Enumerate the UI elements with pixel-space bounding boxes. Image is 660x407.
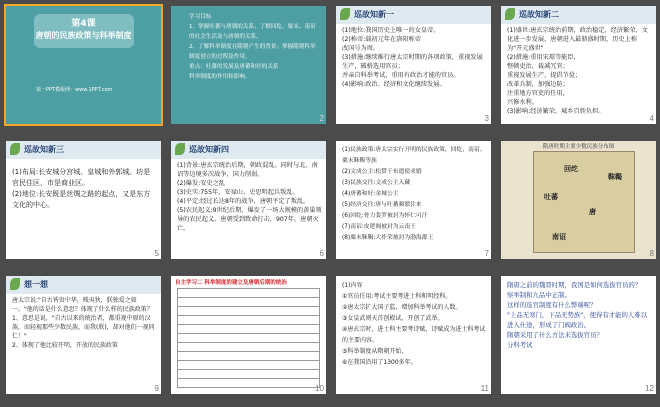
slide-header [6,141,161,159]
slide-4[interactable] [501,6,656,124]
slide-number: 8 [649,249,654,258]
slide-number: 2 [319,114,324,123]
header-label: 巡故知新三 [24,145,64,154]
header-label: 巡故知新一 [354,10,394,19]
slide-11-text: (1)内容 ①官员任用:考试主要考进士科和明经科。 ②唐太宗扩大国子监，增加科举考试的人数。 ③女皇武则天首创殿试，开创了武举。 ④唐玄宗时，进士科主要考诗赋，诗赋成为进士科考试的主要内容。 ⑤科举制度从隋朝开始， ⑥在我国沿用了1300多年。 [342,282,486,366]
leaf-icon [175,143,185,155]
slide-8[interactable] [501,141,656,259]
leaf-icon [505,8,515,20]
slide-number: 9 [154,384,159,393]
slide-5-text: (1)布局:长安城分宫城、皇城和外郭城。坊是官民住区，市是商业区。 (2)地位:长安既是丝绸之路的起点，又是东方文化的中心。 [12,168,151,209]
slide-6-text: (1)背景:唐玄宗统治后期，朝政混乱。同时与北、南诏等边境多次战争，国力削弱。 (2)爆发:安史之乱 (3)史实:755年，安禄山、史思明起兵叛乱。 (4)平定:经过长达8年的战争，唐朝平定了叛乱。 (5)农民起义:9世纪后期，爆发了一场大规模的黄巢领导的农民起义。唐朝受到致命打击，907年，唐朝灭亡。 [177,162,322,232]
slide-9[interactable] [6,276,161,394]
leaf-icon [10,143,20,155]
region-nanzhao: 南诏 [552,233,566,241]
ethnic-map [533,151,635,253]
slide-header [6,276,161,294]
slide-number: 5 [154,249,159,258]
slide-2[interactable] [171,6,326,124]
header-label: 想一想 [24,280,48,289]
slide-number: 4 [649,114,654,123]
slide-10[interactable] [171,276,326,394]
slide-number: 6 [319,249,324,258]
header-label: 巡故知新四 [189,145,229,154]
slide-1[interactable] [6,6,161,124]
slide-header [336,6,491,24]
slide-header [171,141,326,159]
slide-7[interactable] [336,141,491,259]
slide-footer: 第一PPT模板网：www.1PPT.com [36,87,113,93]
slide-3-text: (1)地位:我国历史上唯一的女皇帝。 (2)称帝:载初元年在洛阳称帝 改国号为周。 (3)措施:继续推行唐太宗时期的各项政策，重视发展生产，破格选用官员； 并亲自科举考试，重用有政治才能的官员。 (4)影响:政治、经济和文化继续发展。 [342,27,483,88]
slide-7-text: (1)民族政策:唐太宗实行开明的民族政策，回纥、南诏、粟末靺鞨等族 (2)文成公主:松赞干布遣使求婚 (3)民族交往:文成公主入藏 (4)唐蕃和好:金城公主 (5)经济交往:唐与吐蕃频繁往来 (6)回纥:骨力裴罗被封为怀仁可汗 (7)南诏:皮逻阁被封为云南王 (8)粟末靺鞨:大祚荣被封为渤海郡王 [342,147,486,241]
slide-12-text: 隋唐之前的魏晋时期，我国是如何选拔官员的？ 察举制和九品中正制。 这样的选官制度有什么弊端呢？ "上品无寒门，下品无势族"，使得有才能的人难以进入仕途，形成了门阀政治。 隋朝采用了什么方法来选拔官员？ 分科考试 [507,281,648,349]
slide-title: 第4课 [71,19,96,29]
header-label: 巡故知新二 [519,10,559,19]
slide-number: 3 [484,114,489,123]
table-row [178,334,319,343]
slide-2-text: 学习目标 1、掌握吐蕃与唐朝的关系；了解回纥、粟末、南诏的社会生活及与唐朝的关系。 2、了解科举制度在隋朝产生的背景；掌握隋朝科举制度创立的过程及作用。 重点：吐蕃的发展及唐蕃和好的关系 科举制度的作用和影响。 [189,14,316,80]
leaf-icon [10,278,20,290]
table-row [178,343,319,352]
table-row [178,289,319,298]
slide-11[interactable] [336,276,491,394]
slide-subtitle: 唐朝的民族政策与科举制度 [35,31,132,40]
region-tubo: 吐蕃 [544,193,558,201]
table-row [178,352,319,361]
map-title: 隋唐时期主要少数民族分布图 [542,144,615,150]
slide-number: 10 [315,384,324,393]
slide-12[interactable] [501,276,656,394]
table-row [178,361,319,370]
slide-6[interactable] [171,141,326,259]
slide-3[interactable] [336,6,491,124]
region-huihe: 回纥 [564,165,578,173]
slide-header [501,6,656,24]
leaf-icon [340,8,350,20]
table-row [178,379,319,388]
region-tang: 唐 [589,208,596,216]
slide-4-text: (1)盛世:唐玄宗统治前期，政治稳定，经济繁荣，文化进一步发展，唐朝进入最鼎盛时期，历史上称为"开元盛世" (2)措施:重用宋璟等能臣， 整顿吏治，裁减冗官； 重视发展生产，提倡节俭； 改革兵制，加强边防； 注重地方官吏的任用， 兴修水利。 (3)影响:经济繁荣，城乡百姓负担。 [507,27,648,115]
table-row [178,370,319,379]
slide-number: 11 [480,384,489,393]
table-row [178,325,319,334]
table-row [178,307,319,316]
slide-number: 7 [484,249,489,258]
slide-9-text: 唐太宗说:"自古皆贵中华，贱夷狄，朕独爱之如一。"他的话是什么意思？体现了什么样的民族政策？ 1、意思是说，"自古以来的统治者，都重视中原的汉族，而轻视那些少数民族，而我(朕)，却对他们一视同仁！" 2、体现了他比较开明，开放的民族政策 [12,297,155,349]
slide-number: 12 [645,384,654,393]
table [177,288,320,388]
table-title: 自主学习二 科举制度的建立及唐朝后期的统治 [175,280,287,286]
slide-5[interactable] [6,141,161,259]
table-row [178,298,319,307]
region-mohe: 靺鞨 [608,173,622,181]
table-row [178,316,319,325]
